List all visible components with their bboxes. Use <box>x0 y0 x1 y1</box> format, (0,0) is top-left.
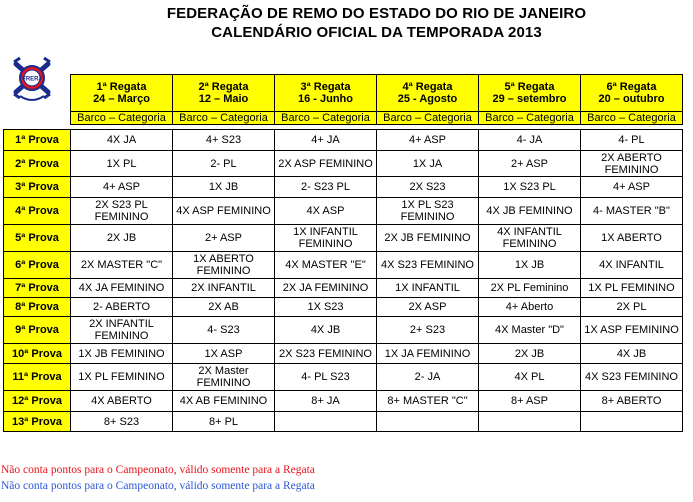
table-cell: 2X JB <box>479 344 581 364</box>
table-cell: 4X S23 FEMININO <box>377 252 479 279</box>
table-cell: 4X Master "D" <box>479 317 581 344</box>
table-cell: 4X JA <box>71 130 173 151</box>
table-cell: 4X ASP FEMININO <box>173 198 275 225</box>
table-cell: 4+ ASP <box>581 177 683 198</box>
prova-label: 12ª Prova <box>4 391 71 412</box>
prova-label: 7ª Prova <box>4 279 71 298</box>
regata-name: 5ª Regata <box>504 81 555 93</box>
prova-label: 13ª Prova <box>4 412 71 432</box>
table-cell: 2X ASP FEMININO <box>275 151 377 177</box>
prova-label: 6ª Prova <box>4 252 71 279</box>
regata-header-6 <box>581 75 683 112</box>
regata-date: 24 – Março <box>93 93 150 105</box>
table-cell: 2X PL <box>581 298 683 317</box>
table-cell: 2+ ASP <box>479 151 581 177</box>
table-cell: 1X JA <box>377 151 479 177</box>
table-cell <box>377 412 479 432</box>
table-cell: 2- PL <box>173 151 275 177</box>
table-cell: 4- PL <box>581 130 683 151</box>
regata-header-4 <box>377 75 479 112</box>
table-cell: 1X ASP FEMININO <box>581 317 683 344</box>
table-cell: 4X INFANTIL <box>581 252 683 279</box>
page-subtitle: CALENDÁRIO OFICIAL DA TEMPORADA 2013 <box>211 24 542 41</box>
table-cell <box>275 412 377 432</box>
table-cell: 2X JA FEMININO <box>275 279 377 298</box>
table-cell: 1X ABERTO FEMININO <box>173 252 275 279</box>
table-cell: 2X AB <box>173 298 275 317</box>
table-cell: 4+ S23 <box>173 130 275 151</box>
prova-label: 4ª Prova <box>4 198 71 225</box>
table-cell: 1X JB FEMININO <box>71 344 173 364</box>
prova-label: 1ª Prova <box>4 130 71 151</box>
table-cell: 8+ PL <box>173 412 275 432</box>
subheader-cell-5: Barco – Categoria <box>479 112 581 125</box>
table-cell: 8+ MASTER "C" <box>377 391 479 412</box>
table-cell: 2X INFANTIL <box>173 279 275 298</box>
svg-text:FRERJ: FRERJ <box>22 76 42 83</box>
table-cell: 2X PL Feminino <box>479 279 581 298</box>
table-cell: 4+ ASP <box>377 130 479 151</box>
table-cell: 2- JA <box>377 364 479 391</box>
prova-label: 5ª Prova <box>4 225 71 252</box>
table-cell: 1X ASP <box>173 344 275 364</box>
table-cell: 8+ ASP <box>479 391 581 412</box>
table-cell: 2X JB FEMININO <box>377 225 479 252</box>
regata-header-2 <box>173 75 275 112</box>
table-cell: 4X JB FEMININO <box>479 198 581 225</box>
table-cell: 1X PL FEMININO <box>71 364 173 391</box>
table-cell: 1X PL S23 FEMININO <box>377 198 479 225</box>
table-cell: 1X JB <box>173 177 275 198</box>
table-cell: 4- MASTER "B" <box>581 198 683 225</box>
table-cell: 4+ Aberto <box>479 298 581 317</box>
table-cell <box>581 412 683 432</box>
table-cell: 4X JA FEMININO <box>71 279 173 298</box>
prova-label: 3ª Prova <box>4 177 71 198</box>
table-cell: 2X Master FEMININO <box>173 364 275 391</box>
table-cell: 4- PL S23 <box>275 364 377 391</box>
table-cell: 4X S23 FEMININO <box>581 364 683 391</box>
regata-name: 2ª Regata <box>198 81 249 93</box>
table-cell: 1X JB <box>479 252 581 279</box>
table-cell: 2X S23 <box>377 177 479 198</box>
table-cell: 1X PL <box>71 151 173 177</box>
regata-name: 4ª Regata <box>402 81 453 93</box>
corner-blank <box>4 75 71 112</box>
table-cell: 1X JA FEMININO <box>377 344 479 364</box>
subheader-cell-3: Barco – Categoria <box>275 112 377 125</box>
subheader-cell-2: Barco – Categoria <box>173 112 275 125</box>
table-cell: 4X JB <box>581 344 683 364</box>
table-cell: 2X MASTER "C" <box>71 252 173 279</box>
regata-date: 25 - Agosto <box>397 93 458 105</box>
regata-header-5 <box>479 75 581 112</box>
table-cell: 2+ ASP <box>173 225 275 252</box>
table-cell: 1X INFANTIL <box>377 279 479 298</box>
table-cell <box>479 412 581 432</box>
prova-label: 9ª Prova <box>4 317 71 344</box>
table-cell: 8+ ABERTO <box>581 391 683 412</box>
table-cell: 4X PL <box>479 364 581 391</box>
table-cell: 4X ABERTO <box>71 391 173 412</box>
table-cell: 4+ JA <box>275 130 377 151</box>
regata-name: 1ª Regata <box>96 81 147 93</box>
table-cell: 1X PL FEMININO <box>581 279 683 298</box>
table-cell: 2X ABERTO FEMININO <box>581 151 683 177</box>
table-cell: 2X S23 FEMININO <box>275 344 377 364</box>
prova-label: 11ª Prova <box>4 364 71 391</box>
table-cell: 1X S23 <box>275 298 377 317</box>
corner-blank-2 <box>4 112 71 125</box>
regata-name: 3ª Regata <box>300 81 351 93</box>
table-cell: 2+ S23 <box>377 317 479 344</box>
table-cell: 4X INFANTIL FEMININO <box>479 225 581 252</box>
table-cell: 4- JA <box>479 130 581 151</box>
table-cell: 1X INFANTIL FEMININO <box>275 225 377 252</box>
table-cell: 4+ ASP <box>71 177 173 198</box>
regata-date: 12 – Maio <box>198 93 249 105</box>
table-cell: 2X S23 PL FEMININO <box>71 198 173 225</box>
prova-label: 8ª Prova <box>4 298 71 317</box>
table-cell: 8+ JA <box>275 391 377 412</box>
page-title: FEDERAÇÃO DE REMO DO ESTADO DO RIO DE JANEIRO <box>166 5 587 22</box>
subheader-cell-6: Barco – Categoria <box>581 112 683 125</box>
regata-date: 20 – outubro <box>598 93 665 105</box>
table-cell: 4X JB <box>275 317 377 344</box>
regata-date: 16 - Junho <box>297 93 353 105</box>
table-cell: 2X ASP <box>377 298 479 317</box>
table-cell: 2- ABERTO <box>71 298 173 317</box>
subheader-cell-1: Barco – Categoria <box>71 112 173 125</box>
table-cell: 4- S23 <box>173 317 275 344</box>
subheader-cell-4: Barco – Categoria <box>377 112 479 125</box>
regata-header-1 <box>71 75 173 112</box>
prova-label: 10ª Prova <box>4 344 71 364</box>
table-cell: 2- S23 PL <box>275 177 377 198</box>
table-cell: 4X AB FEMININO <box>173 391 275 412</box>
table-cell: 1X S23 PL <box>479 177 581 198</box>
table-cell: 1X ABERTO <box>581 225 683 252</box>
note-red: Não conta pontos para o Campeonato, válido somente para a Regata <box>1 464 315 476</box>
regata-name: 6ª Regata <box>606 81 657 93</box>
table-cell: 2X JB <box>71 225 173 252</box>
note-blue: Não conta pontos para o Campeonato, válido somente para a Regata <box>1 480 315 492</box>
prova-label: 2ª Prova <box>4 151 71 177</box>
table-cell: 4X MASTER "E" <box>275 252 377 279</box>
regata-header-3 <box>275 75 377 112</box>
table-cell: 8+ S23 <box>71 412 173 432</box>
table-cell: 2X INFANTIL FEMININO <box>71 317 173 344</box>
calendar-table <box>3 74 683 432</box>
regata-date: 29 – setembro <box>492 93 567 105</box>
table-cell: 4X ASP <box>275 198 377 225</box>
